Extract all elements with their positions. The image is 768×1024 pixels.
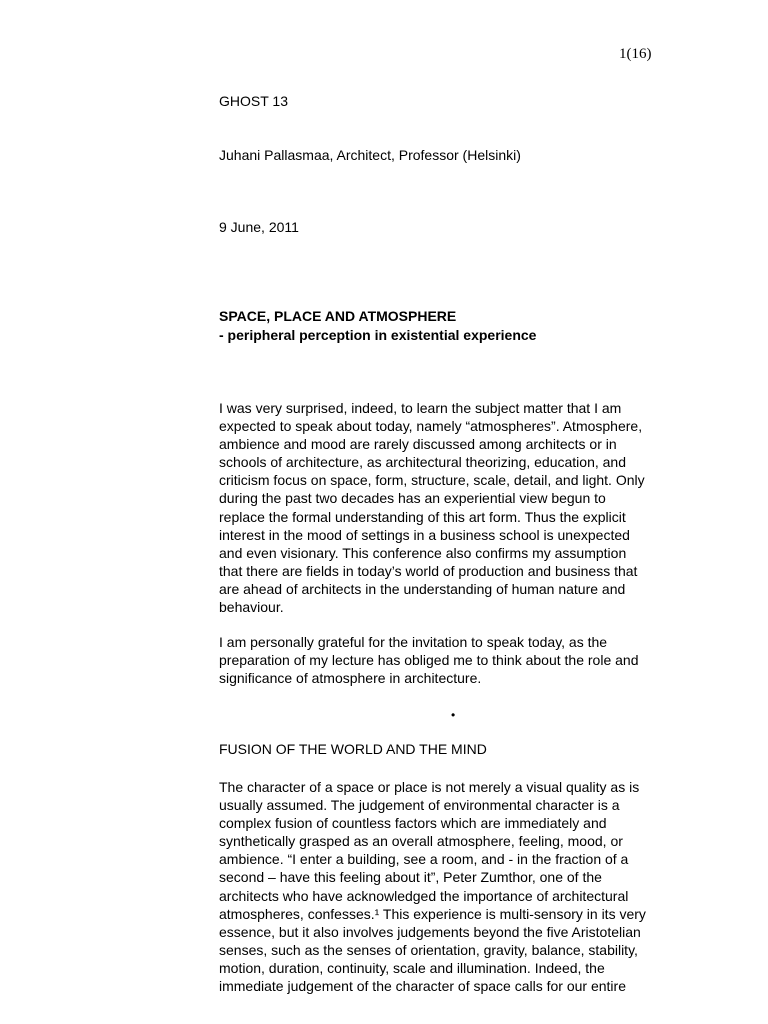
date-line: 9 June, 2011 [219,219,299,235]
gratitude-paragraph [219,633,739,687]
paragraph-line: preparation of my lecture has obliged me to think about the role and [219,652,639,669]
paragraph-line: that there are fields in today’s world of production and business that [219,562,638,579]
paragraph-line: behaviour. [219,599,284,616]
paragraph-line: I was very surprised, indeed, to learn the subject matter that I am [219,400,622,416]
paragraph-line: complex fusion of countless factors which are immediately and [219,815,607,832]
paragraph-line: schools of architecture, as architectural theorizing, education, and [219,454,627,471]
title-subtitle: - peripheral perception in existential experience [219,327,537,343]
paragraph-line: ambience and mood are rarely discussed among architects or in [219,436,617,453]
paragraph-line: and even visionary. This conference also confirms my assumption [219,544,627,561]
title-main: SPACE, PLACE AND ATMOSPHERE [219,308,457,324]
section-separator-bullet: • [451,708,456,722]
paragraph-line: second – have this feeling about it”, Peter Zumthor, one of the [219,869,602,886]
page-number: 1(16) [619,46,652,62]
paragraph-line: ambience. “I enter a building, see a room, and - in the fraction of a [219,851,629,868]
paragraph-line: are ahead of architects in the understanding of human nature and [219,580,626,597]
paragraph-line: usually assumed. The judgement of environmental character is a [219,797,620,814]
paragraph-line: I am personally grateful for the invitation to speak today, as the [219,634,608,650]
paragraph-line: essence, but it also involves judgements beyond the five Aristotelian [219,923,641,940]
paragraph-line: synthetically grasped as an overall atmosphere, feeling, mood, or [219,833,623,850]
document-title [219,307,536,345]
author-line: Juhani Pallasmaa, Architect, Professor (Helsinki) [219,147,521,163]
event-name: GHOST 13 [219,93,288,109]
fusion-paragraph [219,778,739,995]
paragraph-line: motion, duration, continuity, scale and illumination. Indeed, the [219,959,605,976]
intro-paragraph [219,399,739,616]
section-heading: FUSION OF THE WORLD AND THE MIND [219,741,487,757]
paragraph-line: architects who have acknowledged the importance of architectural [219,887,629,904]
paragraph-line: senses, such as the senses of orientation, gravity, balance, stability, [219,941,638,958]
paragraph-line: criticism focus on space, form, structure, scale, detail, and light. Only [219,472,645,489]
paragraph-line: during the past two decades has an experiential view begun to [219,490,606,507]
paragraph-line: immediate judgement of the character of space calls for our entire [219,978,626,995]
paragraph-line: The character of a space or place is not merely a visual quality as is [219,779,640,795]
paragraph-line: significance of atmosphere in architecture. [219,670,482,687]
paragraph-line: interest in the mood of settings in a business school is unexpected [219,526,630,543]
paragraph-line: atmospheres, confesses.¹ This experience is multi-sensory in its very [219,905,646,922]
paragraph-line: expected to speak about today, namely “atmospheres”. Atmosphere, [219,418,643,435]
paragraph-line: replace the formal understanding of this art form. Thus the explicit [219,508,626,525]
